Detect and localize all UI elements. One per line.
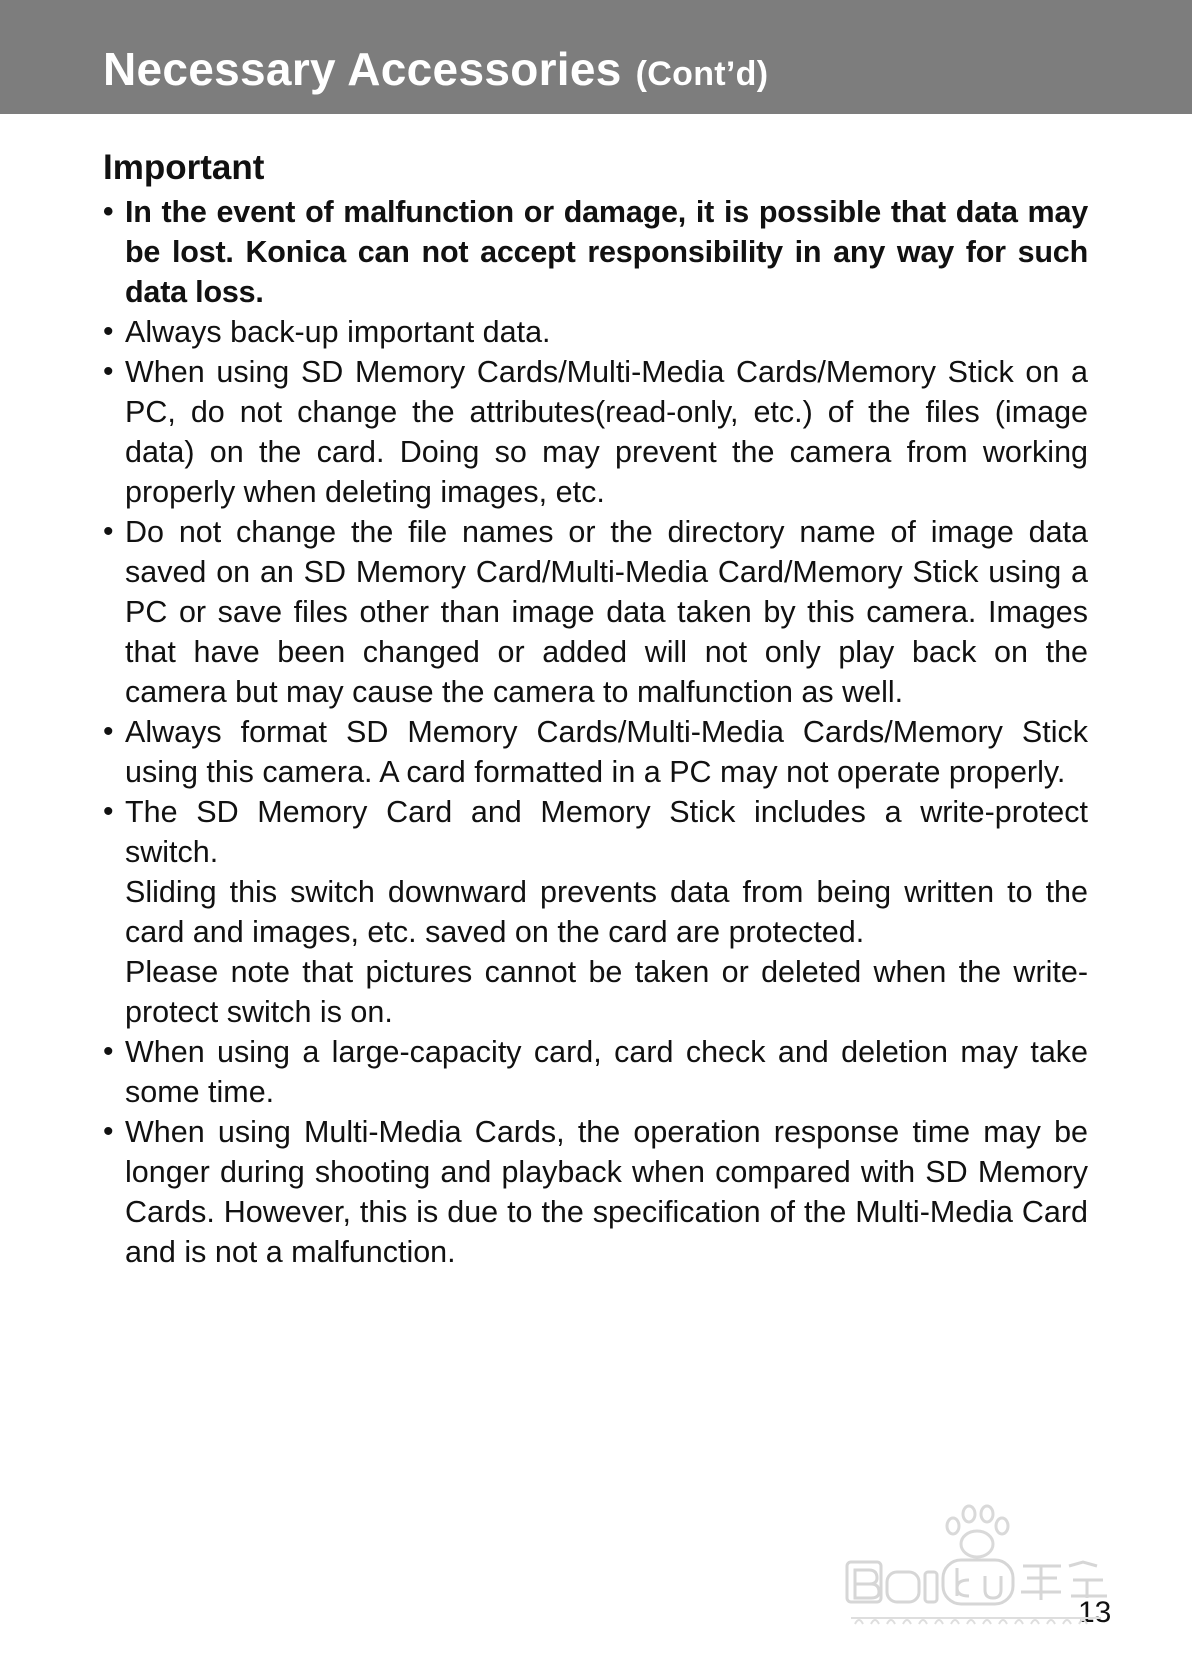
bullet-icon: • xyxy=(103,1035,114,1068)
bullet-icon: • xyxy=(103,1115,114,1148)
list-item-text: Sliding this switch downward prevents data from being written to the card and images, etc. saved on the card are protected. xyxy=(125,875,1088,949)
header-band xyxy=(0,0,1192,114)
bullet-icon: • xyxy=(103,715,114,748)
list-item-text: Always format SD Memory Cards/Multi-Media Cards/Memory Stick using this camera. A card formatted in a PC may not operate properly. xyxy=(125,715,1088,789)
list-item xyxy=(103,712,1088,792)
page-title-main: Necessary Accessories xyxy=(103,43,622,95)
list-item-text: Please note that pictures cannot be taken or deleted when the write-protect switch is on. xyxy=(125,955,1088,1029)
list-item-text: When using SD Memory Cards/Multi-Media Cards/Memory Stick on a PC, do not change the attributes(read-only, etc.) of the files (image data) on the card. Doing so may prevent the camera from working properly when deleting images, etc. xyxy=(125,355,1088,509)
bullet-icon: • xyxy=(103,195,114,228)
page-number: 13 xyxy=(1078,1596,1112,1629)
important-list xyxy=(103,192,1088,1272)
baidu-logo-lettering xyxy=(847,1560,1107,1604)
paw-icon xyxy=(947,1506,1008,1557)
bullet-icon: • xyxy=(103,355,114,388)
list-item-text: Always back-up important data. xyxy=(125,315,551,349)
list-item xyxy=(103,312,1088,352)
list-item xyxy=(103,192,1088,312)
list-item xyxy=(103,512,1088,712)
page-title-sub: (Cont’d) xyxy=(635,55,769,93)
bullet-icon: • xyxy=(103,515,114,548)
bullet-icon: • xyxy=(103,795,114,828)
list-item-text: When using Multi-Media Cards, the operation response time may be longer during shooting and playback when compared with SD Memory Cards. However, this is due to the specification of the Multi-Media Card and is not a malfunction. xyxy=(125,1115,1088,1269)
list-item-text: Do not change the file names or the directory name of image data saved on an SD Memory Card/Multi-Media Card/Memory Stick using a PC or save files other than image data taken by this camera. Images that have been changed or added will not only play back on the camera but may cause the camera to malfunction as well. xyxy=(125,515,1088,709)
list-item xyxy=(103,792,1088,1032)
list-item xyxy=(103,352,1088,512)
list-item xyxy=(103,1032,1088,1112)
list-item-text: The SD Memory Card and Memory Stick includes a write-protect switch. xyxy=(125,795,1088,869)
list-item xyxy=(103,1112,1088,1272)
page-title xyxy=(103,42,768,96)
list-item-text: In the event of malfunction or damage, it is possible that data may be lost. Konica can not accept responsibility in any way for such data loss. xyxy=(125,195,1088,309)
section-heading: Important xyxy=(103,148,265,187)
baidu-watermark xyxy=(845,1500,1125,1640)
bullet-icon: • xyxy=(103,315,114,348)
url-lettering xyxy=(851,1618,1101,1624)
list-item-text: When using a large-capacity card, card check and deletion may take some time. xyxy=(125,1035,1088,1109)
